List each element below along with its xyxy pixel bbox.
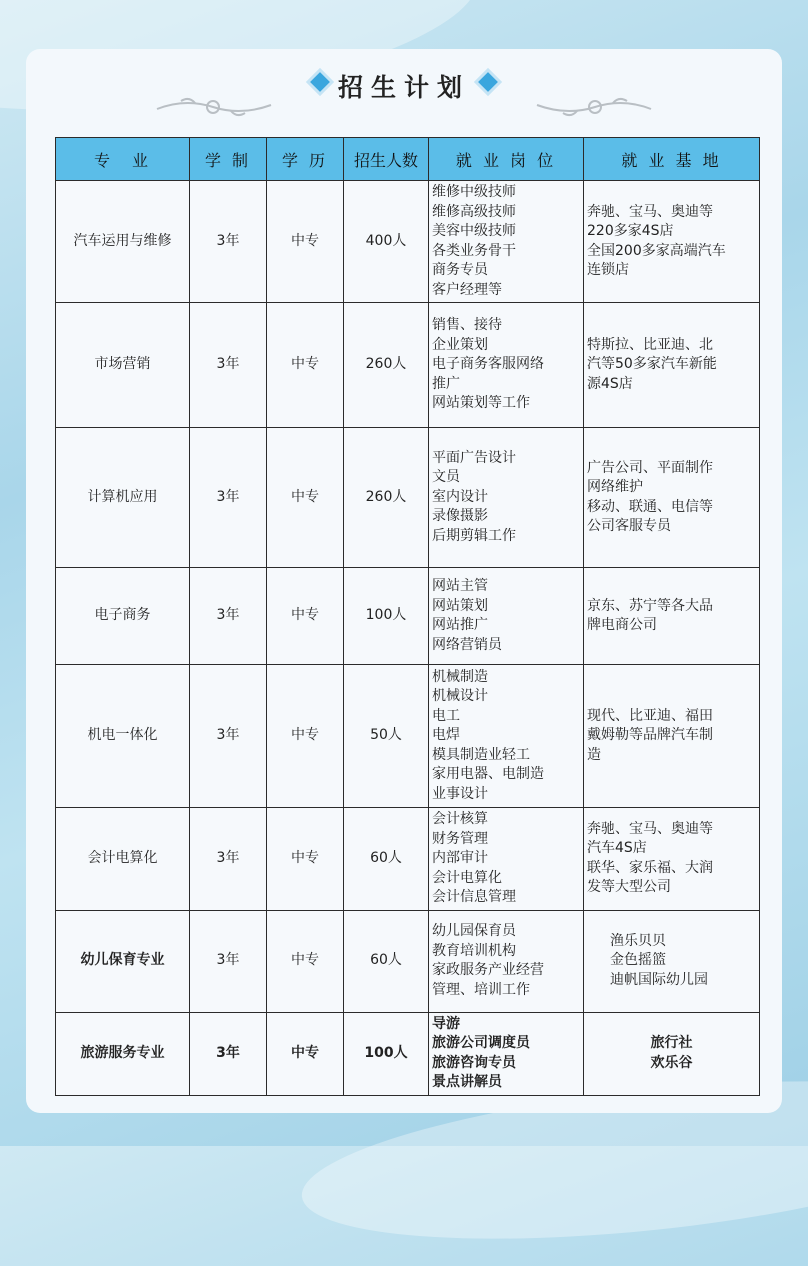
bases-cell — [584, 910, 760, 1012]
base-line: 广告公司、平面制作 — [587, 459, 713, 476]
bases-cell — [584, 665, 760, 808]
enrollment-table — [55, 137, 760, 1096]
table-row — [56, 428, 760, 568]
level-cell: 中专 — [267, 910, 344, 1012]
base-line: 京东、苏宁等各大品 — [587, 597, 713, 614]
base-line: 戴姆勒等品牌汽车制 — [587, 727, 713, 744]
base-line: 欢乐谷 — [650, 1054, 693, 1071]
position-line: 销售、接待 — [432, 317, 502, 334]
header-positions: 就 业 岗 位 — [429, 138, 584, 181]
base-line: 网络维护 — [587, 479, 643, 495]
position-line: 录像摄影 — [432, 508, 488, 525]
position-line: 维修高级技师 — [432, 203, 516, 220]
positions-cell — [429, 568, 584, 665]
base-line: 造 — [587, 746, 601, 763]
base-line: 奔驰、宝马、奥迪等 — [587, 820, 713, 837]
position-line: 网络营销员 — [432, 636, 502, 653]
bases-cell — [584, 568, 760, 665]
position-line: 管理、培训工作 — [432, 981, 530, 998]
position-line: 网站策划等工作 — [432, 395, 530, 412]
years-cell: 3年 — [190, 303, 267, 428]
position-line: 幼儿园保育员 — [432, 923, 516, 939]
bases-cell — [584, 181, 760, 303]
position-line: 后期剪辑工作 — [432, 527, 516, 544]
major-cell: 计算机应用 — [56, 428, 190, 568]
table-row — [56, 910, 760, 1012]
count-cell: 260人 — [344, 428, 429, 568]
header-years: 学 制 — [190, 138, 267, 181]
positions-cell — [429, 910, 584, 1012]
position-line: 文员 — [432, 469, 460, 486]
positions-cell — [429, 428, 584, 568]
page-title: 招生计划 — [337, 73, 470, 102]
positions-cell — [429, 665, 584, 808]
table-row — [56, 665, 760, 808]
position-line: 会计电算化 — [432, 869, 502, 886]
level-cell: 中专 — [267, 665, 344, 808]
positions-cell — [429, 1012, 584, 1095]
table-row — [56, 181, 760, 303]
position-line: 客户经理等 — [432, 281, 502, 298]
level-cell: 中专 — [267, 181, 344, 303]
table-row — [56, 303, 760, 428]
years-cell: 3年 — [190, 568, 267, 665]
positions-cell — [429, 181, 584, 303]
position-line: 企业策划 — [432, 336, 488, 353]
position-line: 景点讲解员 — [432, 1074, 502, 1090]
table-row — [56, 568, 760, 665]
header-level: 学 历 — [267, 138, 344, 181]
position-line: 财务管理 — [432, 830, 488, 847]
major-cell: 幼儿保育专业 — [56, 910, 190, 1012]
position-line: 旅游咨询专员 — [432, 1054, 516, 1071]
table-header-row — [56, 138, 760, 181]
years-cell: 3年 — [190, 665, 267, 808]
bases-cell — [584, 808, 760, 911]
major-cell: 旅游服务专业 — [56, 1012, 190, 1095]
count-cell: 400人 — [344, 181, 429, 303]
base-line: 220多家4S店 — [587, 223, 674, 239]
base-line: 金色摇篮 — [610, 952, 666, 969]
base-line: 奔驰、宝马、奥迪等 — [587, 203, 713, 220]
years-cell: 3年 — [190, 808, 267, 911]
base-line: 汽车4S店 — [587, 840, 647, 857]
base-line: 渔乐贝贝 — [610, 932, 666, 949]
base-line: 迪帆国际幼儿园 — [610, 971, 708, 988]
level-cell: 中专 — [267, 303, 344, 428]
positions-cell — [429, 303, 584, 428]
level-cell: 中专 — [267, 568, 344, 665]
level-cell: 中专 — [267, 428, 344, 568]
title-area — [0, 0, 808, 130]
count-cell: 260人 — [344, 303, 429, 428]
position-line: 平面广告设计 — [432, 449, 516, 466]
major-cell: 汽车运用与维修 — [56, 181, 190, 303]
base-line: 牌电商公司 — [587, 617, 657, 633]
position-line: 电子商务客服网络 — [432, 356, 544, 373]
position-line: 各类业务骨干 — [432, 242, 516, 259]
level-cell: 中专 — [267, 808, 344, 911]
count-cell: 60人 — [344, 808, 429, 911]
position-line: 会计信息管理 — [432, 889, 516, 905]
years-cell: 3年 — [190, 1012, 267, 1095]
major-cell: 电子商务 — [56, 568, 190, 665]
position-line: 室内设计 — [432, 488, 488, 505]
header-major: 专 业 — [56, 138, 190, 181]
count-cell: 100人 — [344, 568, 429, 665]
base-line: 特斯拉、比亚迪、北 — [587, 336, 713, 353]
years-cell: 3年 — [190, 910, 267, 1012]
position-line: 电焊 — [432, 727, 460, 744]
bases-cell — [584, 1012, 760, 1095]
base-line: 连锁店 — [587, 262, 629, 278]
table-row — [56, 1012, 760, 1095]
position-line: 推广 — [432, 375, 460, 392]
header-bases: 就 业 基 地 — [584, 138, 760, 181]
base-line: 源4S店 — [587, 375, 633, 392]
base-line: 全国200多家高端汽车 — [587, 242, 726, 259]
major-cell: 会计电算化 — [56, 808, 190, 911]
position-line: 家政服务产业经营 — [432, 962, 544, 978]
base-line: 发等大型公司 — [587, 879, 671, 896]
position-line: 商务专员 — [432, 262, 488, 278]
position-line: 机械设计 — [432, 688, 488, 705]
position-line: 模具制造业轻工 — [432, 746, 530, 763]
base-line: 旅行社 — [650, 1035, 693, 1051]
years-cell: 3年 — [190, 181, 267, 303]
header-count: 招生人数 — [344, 138, 429, 181]
position-line: 内部审计 — [432, 850, 488, 866]
years-cell: 3年 — [190, 428, 267, 568]
level-cell: 中专 — [267, 1012, 344, 1095]
table-row — [56, 808, 760, 911]
position-line: 机械制造 — [432, 668, 488, 685]
count-cell: 100人 — [344, 1012, 429, 1095]
major-cell: 机电一体化 — [56, 665, 190, 808]
positions-cell — [429, 808, 584, 911]
base-line: 移动、联通、电信等 — [587, 498, 713, 515]
position-line: 导游 — [432, 1015, 460, 1032]
position-line: 维修中级技师 — [432, 184, 516, 200]
position-line: 电工 — [432, 707, 460, 724]
base-line: 现代、比亚迪、福田 — [587, 707, 713, 724]
position-line: 网站推广 — [432, 617, 488, 633]
bases-cell — [584, 303, 760, 428]
position-line: 会计核算 — [432, 811, 488, 827]
position-line: 旅游公司调度员 — [432, 1035, 530, 1051]
position-line: 业事设计 — [432, 785, 488, 802]
base-line: 联华、家乐福、大润 — [587, 859, 713, 876]
position-line: 家用电器、电制造 — [432, 766, 544, 783]
count-cell: 60人 — [344, 910, 429, 1012]
count-cell: 50人 — [344, 665, 429, 808]
position-line: 教育培训机构 — [432, 942, 516, 959]
ornament-left-icon — [155, 94, 273, 120]
bases-cell — [584, 428, 760, 568]
base-line: 汽等50多家汽车新能 — [587, 356, 717, 373]
position-line: 美容中级技师 — [432, 223, 516, 239]
position-line: 网站主管 — [432, 578, 488, 594]
base-line: 公司客服专员 — [587, 518, 671, 534]
major-cell: 市场营销 — [56, 303, 190, 428]
position-line: 网站策划 — [432, 597, 488, 614]
ornament-right-icon — [535, 94, 653, 120]
